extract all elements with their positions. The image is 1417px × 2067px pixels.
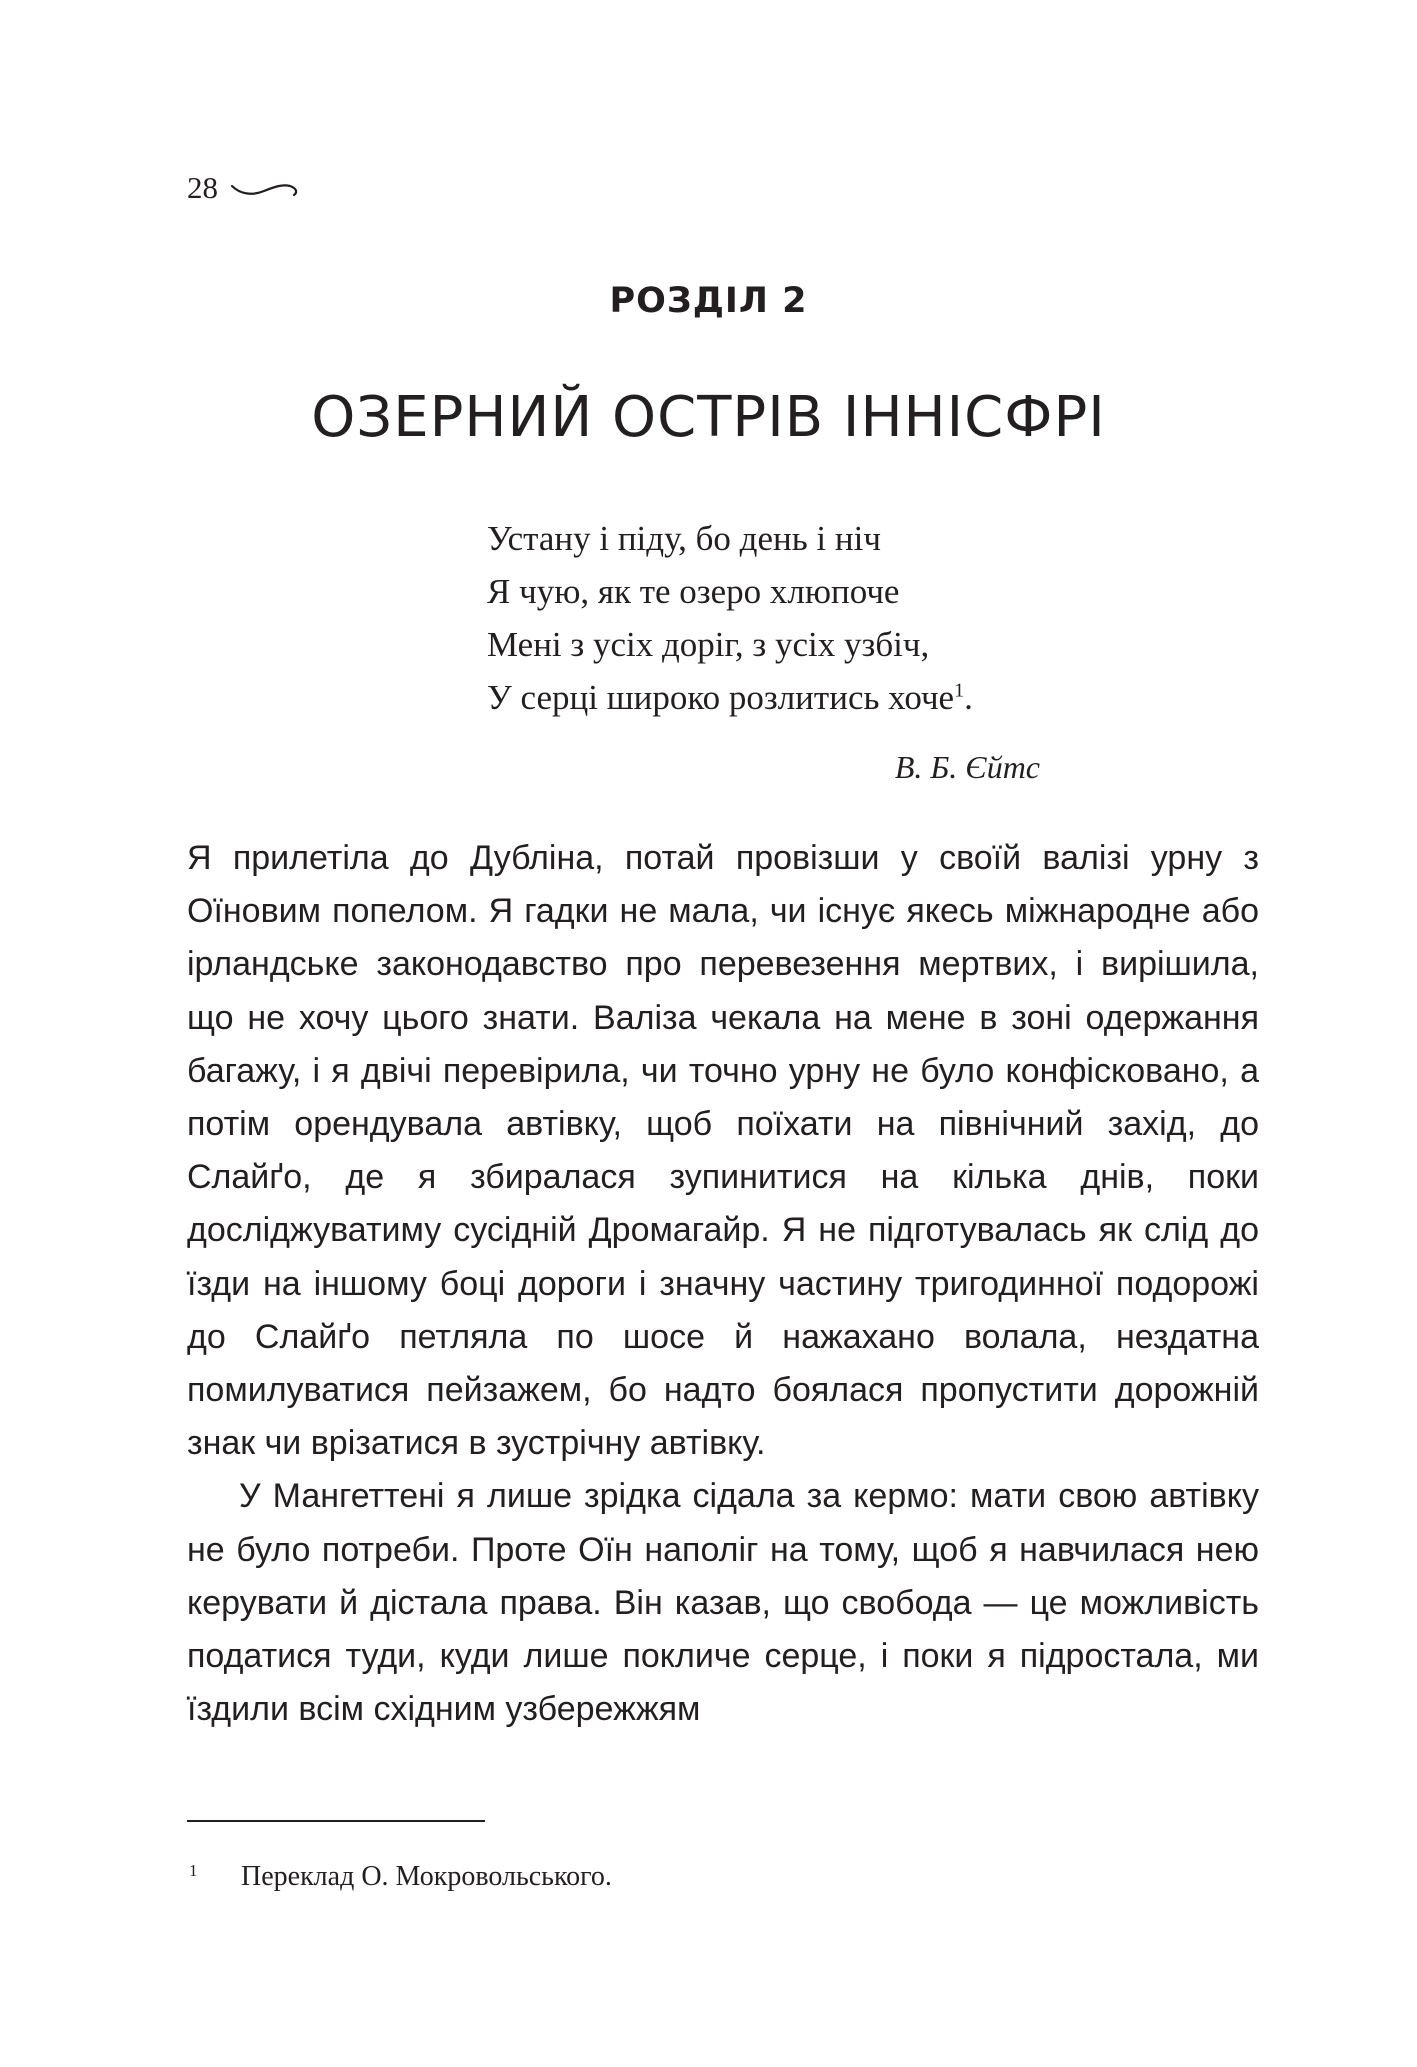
footnote-text: Переклад О. Мокровольського. xyxy=(241,1861,612,1892)
footnote-reference[interactable]: 1 xyxy=(954,679,965,702)
footnote xyxy=(187,1856,1259,1898)
paragraph: У Мангеттені я лише зрідка сідала за кермо: мати свою автівку не було потреби. Проте Оїн наполіг на тому, щоб я навчилася нею керувати й дістала права. Він казав, що свобода — це можливість податися туди, куди лише покличе серце, і поки я підростала, ми їздили всім східним узбережжям xyxy=(187,1477,1259,1729)
epigraph-line: Мені з усіх доріг, з усіх узбіч, xyxy=(487,625,930,664)
footnote-divider xyxy=(187,1820,485,1822)
epigraph-author: В. Б. Єйтс xyxy=(894,749,1040,785)
epigraph-line-text: У серці широко розлитись хоче xyxy=(487,678,955,717)
chapter-title: ОЗЕРНИЙ ОСТРІВ ІННІСФРІ xyxy=(311,385,1106,450)
body-text xyxy=(187,832,1259,1736)
epigraph-line-end: . xyxy=(964,678,973,717)
swash-ornament-icon xyxy=(230,174,300,202)
chapter-label: РОЗДІЛ 2 xyxy=(609,281,808,321)
paragraph: Я прилетіла до Дубліна, потай провізши у своїй валізі урну з Оїновим попелом. Я гадки не мала, чи існує якесь міжнародне або ірландське законодавство про перевезення мертвих, і вирішила, що не хочу цього знати. Валіза чекала на мене в зоні одержання багажу, і я двічі перевірила, чи точно урну не було конфісковано, а потім орендувала автівку, щоб поїхати на північний захід, до Слайґо, де я збиралася зупинитися на кілька днів, поки досліджуватиму сусідній Дромагайр. Я не підготувалась як слід до їзди на іншому боці дороги і значну частину тригодинної подорожі до Слайґо петляла по шосе й нажахано волала, нездатна помилуватися пейзажем, бо надто боялася пропустити дорожній знак чи врізатися в зустрічну автівку. xyxy=(187,839,1259,1463)
epigraph-line: Я чую, як те озеро хлюпоче xyxy=(487,572,900,611)
running-head xyxy=(187,166,300,210)
epigraph xyxy=(487,512,1047,724)
epigraph-line: Устану і піду, бо день і ніч xyxy=(487,519,881,558)
epigraph-line-last xyxy=(487,671,1047,724)
page-number: 28 xyxy=(187,170,218,205)
footnote-number: 1 xyxy=(189,1861,198,1880)
